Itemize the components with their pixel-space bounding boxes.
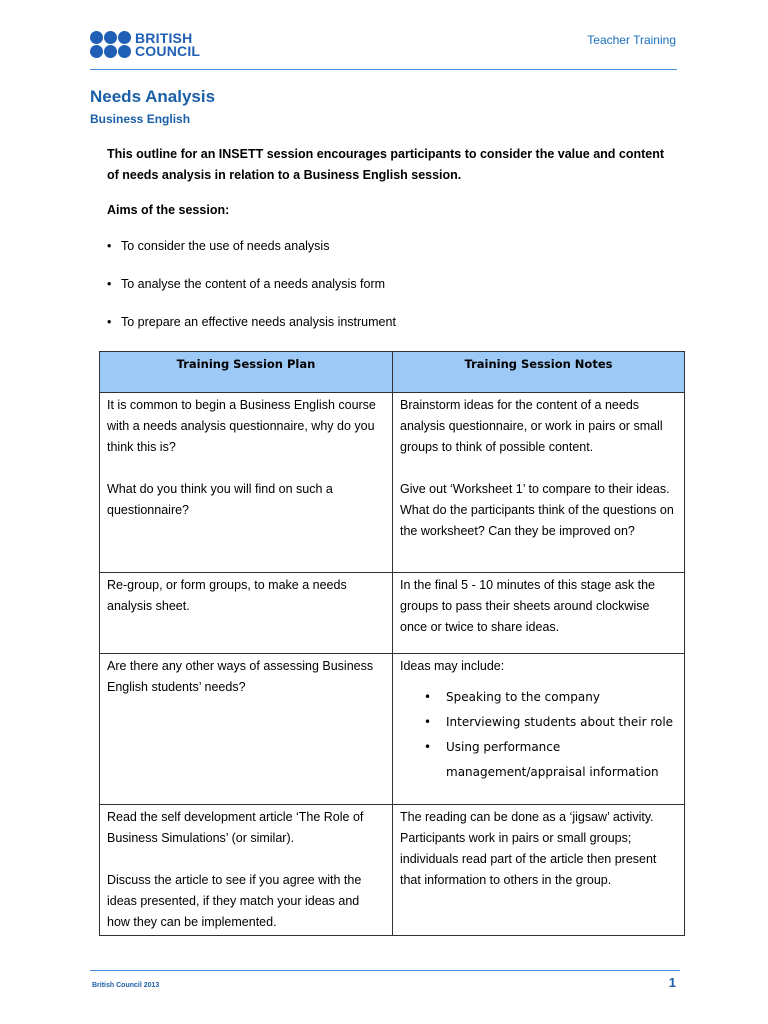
bullet-icon: • (424, 715, 432, 729)
notes-cell: The reading can be done as a ‘jigsaw’ activity. Participants work in pairs or small groups; individuals read part of the article then present that information to others in the group. (393, 805, 685, 936)
intro-paragraph: This outline for an INSETT session encourages participants to consider the value and content of needs analysis in relation to a Business English session. (107, 147, 665, 182)
bullet-icon: • (107, 277, 112, 291)
table-row (100, 573, 685, 654)
british-council-logo (90, 31, 200, 58)
plan-cell: Are there any other ways of assessing Business English students’ needs? (100, 654, 393, 805)
ideas-list (400, 685, 677, 785)
logo-dots-icon (90, 31, 131, 58)
page-number: 1 (668, 975, 676, 990)
table-row (100, 393, 685, 573)
plan-cell: It is common to begin a Business English course with a needs analysis questionnaire, why do you think this is? What do you think you will find on such a questionnaire? (100, 393, 393, 573)
notes-cell: Ideas may include: • Speaking to the company • Interviewing students about their role • Using performance management/appraisal information (393, 654, 685, 805)
page-subtitle: Business English (90, 112, 191, 126)
bullet-icon: • (107, 239, 112, 253)
list-item: • To consider the use of needs analysis (107, 237, 396, 275)
column-header-notes: Training Session Notes (393, 352, 685, 393)
footer-copyright: British Council 2013 (92, 982, 160, 989)
list-item: • Using performance management/appraisal information (424, 735, 677, 785)
list-item: • To prepare an effective needs analysis instrument (107, 313, 396, 351)
session-plan-table (99, 351, 685, 936)
notes-cell: In the final 5 - 10 minutes of this stage ask the groups to pass their sheets around clockwise once or twice to share ideas. (393, 573, 685, 654)
logo-wordmark: BRITISH COUNCIL (135, 29, 201, 59)
table-header-row (100, 352, 685, 393)
list-item: • Speaking to the company (424, 685, 677, 710)
column-header-plan: Training Session Plan (100, 352, 393, 393)
bullet-icon: • (107, 315, 112, 329)
header-rule (90, 69, 677, 70)
notes-cell: Brainstorm ideas for the content of a needs analysis questionnaire, or work in pairs or small groups to think of possible content. Give out ‘Worksheet 1’ to compare to their ideas. What do the participants think of the questions on the worksheet? Can they be improved on? (393, 393, 685, 573)
header-label: Teacher Training (587, 33, 676, 47)
list-item: • To analyse the content of a needs analysis form (107, 275, 396, 313)
bullet-icon: • (424, 740, 432, 754)
plan-cell: Read the self development article ‘The Role of Business Simulations’ (or similar). Discuss the article to see if you agree with the ideas presented, if they match your ideas and how they can be implemented. (100, 805, 393, 936)
aims-heading: Aims of the session: (107, 203, 230, 217)
bullet-icon: • (424, 690, 432, 704)
list-item: • Interviewing students about their role (424, 710, 677, 735)
plan-cell: Re-group, or form groups, to make a needs analysis sheet. (100, 573, 393, 654)
table-row (100, 805, 685, 936)
footer-rule (90, 970, 680, 971)
table-row (100, 654, 685, 805)
aims-list (107, 237, 396, 351)
page-title: Needs Analysis (90, 87, 216, 106)
